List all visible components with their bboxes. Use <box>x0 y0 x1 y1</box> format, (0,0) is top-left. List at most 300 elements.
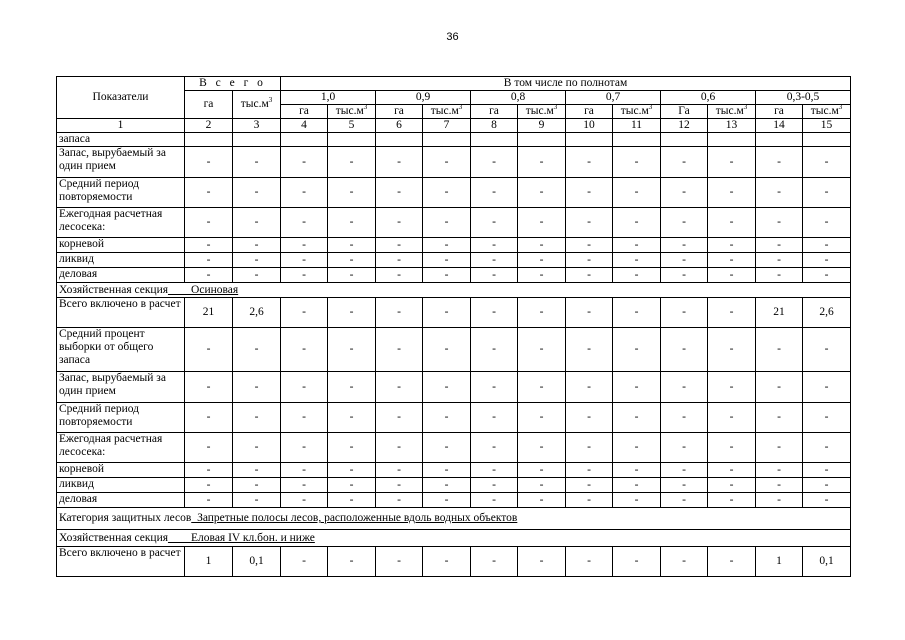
table-cell: - <box>803 372 851 403</box>
table-cell: - <box>566 463 613 478</box>
table-cell: - <box>803 208 851 238</box>
density-header: 0,7 <box>566 91 661 105</box>
table-cell: - <box>613 328 661 372</box>
table-cell: - <box>518 433 566 463</box>
table-cell: - <box>756 328 803 372</box>
table-cell: - <box>756 238 803 253</box>
table-cell <box>376 133 423 147</box>
table-cell: - <box>185 178 233 208</box>
section-row <box>57 530 851 547</box>
table-cell: - <box>281 238 328 253</box>
table-cell: - <box>328 268 376 283</box>
row-label: корневой <box>57 238 185 253</box>
table-cell: - <box>708 493 756 508</box>
table-cell: - <box>328 433 376 463</box>
table-cell: - <box>756 478 803 493</box>
table-cell: - <box>708 547 756 577</box>
table-cell: - <box>708 178 756 208</box>
table-cell: - <box>518 238 566 253</box>
table-cell: - <box>423 238 471 253</box>
column-number: 3 <box>233 119 281 133</box>
table-cell: 21 <box>756 298 803 328</box>
table-cell: - <box>708 403 756 433</box>
unit-vol-header: $тыс.м^3$ <box>328 105 376 119</box>
table-cell: - <box>471 268 518 283</box>
table-cell: - <box>423 478 471 493</box>
table-cell: - <box>661 178 708 208</box>
row-label: Запас, вырубаемый за один прием <box>57 147 185 178</box>
table-cell: - <box>803 178 851 208</box>
table-cell: - <box>233 463 281 478</box>
table-cell: - <box>233 433 281 463</box>
table-cell: - <box>376 547 423 577</box>
table-cell: - <box>281 493 328 508</box>
row-label: корневой <box>57 463 185 478</box>
table-cell: - <box>708 208 756 238</box>
column-number-row <box>57 119 851 133</box>
table-cell: - <box>756 433 803 463</box>
table-cell: - <box>281 268 328 283</box>
table-cell: - <box>803 463 851 478</box>
table-cell: - <box>185 238 233 253</box>
table-cell: 21 <box>185 298 233 328</box>
table-cell: - <box>328 328 376 372</box>
table-cell: - <box>803 493 851 508</box>
indicators-header: Показатели <box>57 77 185 119</box>
table-cell: - <box>471 253 518 268</box>
section-value: ____Еловая IV кл.бон. и ниже <box>168 531 315 544</box>
table-cell: - <box>328 547 376 577</box>
table-cell: 0,1 <box>803 547 851 577</box>
table-cell: - <box>233 372 281 403</box>
table-cell: - <box>233 238 281 253</box>
table-cell: - <box>566 433 613 463</box>
row-label: Средний период повторяемости <box>57 403 185 433</box>
table-cell: 0,1 <box>233 547 281 577</box>
table-cell: - <box>756 208 803 238</box>
table-row <box>57 493 851 508</box>
table-cell: - <box>708 328 756 372</box>
table-cell: - <box>281 253 328 268</box>
table-cell: - <box>376 178 423 208</box>
table-cell: - <box>756 403 803 433</box>
row-label: деловая <box>57 493 185 508</box>
table-cell: - <box>328 372 376 403</box>
table-cell: - <box>471 147 518 178</box>
column-number: 11 <box>613 119 661 133</box>
table-cell: - <box>613 238 661 253</box>
table-cell: - <box>376 208 423 238</box>
table-cell: - <box>708 463 756 478</box>
table-row <box>57 403 851 433</box>
table-cell: - <box>756 493 803 508</box>
table-cell: - <box>376 372 423 403</box>
table-cell: - <box>566 147 613 178</box>
density-header: 0,6 <box>661 91 756 105</box>
row-label: Средний процент выборки от общего запаса <box>57 328 185 372</box>
table-cell: - <box>281 463 328 478</box>
table-row <box>57 268 851 283</box>
row-label: Всего включено в расчет <box>57 298 185 328</box>
table-row <box>57 178 851 208</box>
table-cell <box>756 133 803 147</box>
section-prefix: Категория защитных лесов <box>59 512 192 524</box>
table-cell: - <box>471 493 518 508</box>
table-cell: - <box>613 433 661 463</box>
table-cell: - <box>708 147 756 178</box>
table-cell <box>185 133 233 147</box>
table-cell: - <box>708 372 756 403</box>
table-row <box>57 147 851 178</box>
unit-ha-header: га <box>566 105 613 119</box>
table-cell: - <box>423 147 471 178</box>
row-label: Ежегодная расчетная лесосека: <box>57 208 185 238</box>
table-cell: - <box>233 403 281 433</box>
table-cell: - <box>471 547 518 577</box>
table-cell: - <box>518 372 566 403</box>
table-row <box>57 208 851 238</box>
table-cell: - <box>708 238 756 253</box>
table-cell: - <box>376 403 423 433</box>
column-number: 7 <box>423 119 471 133</box>
table-cell: - <box>471 238 518 253</box>
table-cell: - <box>518 478 566 493</box>
unit-vol-header: $тыс.м^3$ <box>613 105 661 119</box>
section-row <box>57 283 851 298</box>
table-row <box>57 547 851 577</box>
unit-vol-header: $тыс.м^3$ <box>423 105 471 119</box>
unit-ha-header: га <box>376 105 423 119</box>
table-cell: - <box>566 372 613 403</box>
table-cell: - <box>281 547 328 577</box>
table-cell: - <box>423 372 471 403</box>
table-cell: - <box>661 478 708 493</box>
column-number: 10 <box>566 119 613 133</box>
table-cell: - <box>328 493 376 508</box>
total-ha-header: га <box>185 91 233 119</box>
total-vol-header: $тыс.м^3$ <box>233 91 281 119</box>
column-number: 8 <box>471 119 518 133</box>
table-cell: - <box>471 433 518 463</box>
table-cell: - <box>423 178 471 208</box>
table-row <box>57 133 851 147</box>
table-cell: - <box>281 328 328 372</box>
table-cell: - <box>185 372 233 403</box>
page-number: 36 <box>446 31 459 43</box>
table-cell: - <box>281 403 328 433</box>
table-cell: - <box>376 268 423 283</box>
table-cell: - <box>423 403 471 433</box>
section-title <box>57 530 851 547</box>
table-cell: - <box>185 478 233 493</box>
column-number: 4 <box>281 119 328 133</box>
table-cell: - <box>328 147 376 178</box>
table-cell: - <box>281 372 328 403</box>
column-number: 13 <box>708 119 756 133</box>
density-header: 0,8 <box>471 91 566 105</box>
table-row <box>57 372 851 403</box>
table-cell: - <box>756 372 803 403</box>
table-cell: - <box>661 433 708 463</box>
table-cell: - <box>328 208 376 238</box>
table-cell: - <box>281 147 328 178</box>
table-cell: - <box>708 478 756 493</box>
table-cell: - <box>185 403 233 433</box>
cutting-area-table <box>56 76 851 577</box>
table-cell <box>471 133 518 147</box>
table-cell: - <box>613 208 661 238</box>
table-cell: - <box>518 403 566 433</box>
section-row <box>57 508 851 530</box>
table-cell: - <box>803 147 851 178</box>
table-cell: - <box>328 253 376 268</box>
table-cell: - <box>518 298 566 328</box>
table-cell: - <box>756 463 803 478</box>
table-cell: - <box>233 208 281 238</box>
table-cell: - <box>803 328 851 372</box>
table-cell: - <box>423 433 471 463</box>
table-cell: - <box>518 208 566 238</box>
unit-vol-header: $тыс.м^3$ <box>518 105 566 119</box>
table-cell: - <box>423 253 471 268</box>
table-cell: - <box>233 178 281 208</box>
table-cell: - <box>185 268 233 283</box>
table-cell: - <box>328 238 376 253</box>
table-cell: - <box>328 403 376 433</box>
table-cell: - <box>185 433 233 463</box>
column-number: 15 <box>803 119 851 133</box>
table-cell: 2,6 <box>803 298 851 328</box>
table-cell: - <box>518 178 566 208</box>
table-cell: - <box>376 433 423 463</box>
table-cell: - <box>471 463 518 478</box>
table-cell: - <box>185 147 233 178</box>
table-cell: 2,6 <box>233 298 281 328</box>
table-cell: - <box>566 238 613 253</box>
table-cell: - <box>471 298 518 328</box>
table-cell: - <box>518 493 566 508</box>
table-row <box>57 328 851 372</box>
table-cell: - <box>233 147 281 178</box>
table-cell: - <box>281 208 328 238</box>
table-cell: 1 <box>756 547 803 577</box>
unit-ha-header: га <box>756 105 803 119</box>
table-cell: - <box>233 478 281 493</box>
total-header: В с е г о <box>185 77 281 91</box>
unit-ha-header: га <box>281 105 328 119</box>
table-cell: - <box>661 403 708 433</box>
table-cell: - <box>518 328 566 372</box>
table-cell <box>661 133 708 147</box>
table-cell: - <box>518 147 566 178</box>
table-cell: - <box>708 268 756 283</box>
row-label: деловая <box>57 268 185 283</box>
table-cell: - <box>613 463 661 478</box>
table-cell: - <box>471 372 518 403</box>
column-number: 9 <box>518 119 566 133</box>
table-cell: - <box>803 253 851 268</box>
row-label: Ежегодная расчетная лесосека: <box>57 433 185 463</box>
row-label: Запас, вырубаемый за один прием <box>57 372 185 403</box>
table-cell: - <box>233 328 281 372</box>
table-cell: - <box>376 298 423 328</box>
table-cell: - <box>756 268 803 283</box>
table-cell: - <box>376 238 423 253</box>
section-title <box>57 508 851 530</box>
column-number: 12 <box>661 119 708 133</box>
table-cell: - <box>281 478 328 493</box>
table-cell: - <box>613 547 661 577</box>
table-cell: - <box>423 547 471 577</box>
table-cell: - <box>566 178 613 208</box>
table-cell: - <box>423 268 471 283</box>
section-prefix: Хозяйственная секция <box>59 283 169 296</box>
table-cell: - <box>376 463 423 478</box>
row-label: Всего включено в расчет <box>57 547 185 577</box>
table-cell: - <box>566 253 613 268</box>
table-row <box>57 478 851 493</box>
table-cell: - <box>423 328 471 372</box>
table-cell: - <box>185 328 233 372</box>
table-cell: - <box>471 403 518 433</box>
column-number: 14 <box>756 119 803 133</box>
table-cell: - <box>708 253 756 268</box>
table-cell: - <box>281 178 328 208</box>
table-cell: - <box>566 328 613 372</box>
section-value: _Запретные полосы лесов, расположенные вдоль водных объектов <box>191 512 518 524</box>
table-cell: - <box>661 147 708 178</box>
table-cell: - <box>661 268 708 283</box>
table-cell: - <box>471 478 518 493</box>
table-cell: - <box>803 433 851 463</box>
table-cell: - <box>708 433 756 463</box>
table-row <box>57 433 851 463</box>
column-number: 5 <box>328 119 376 133</box>
table-cell: - <box>613 493 661 508</box>
row-label: ликвид <box>57 253 185 268</box>
unit-ha-header: га <box>471 105 518 119</box>
table-cell: - <box>566 403 613 433</box>
table-cell: - <box>518 463 566 478</box>
table-cell: - <box>566 268 613 283</box>
including-header: В том числе по полнотам <box>281 77 851 91</box>
table-row <box>57 238 851 253</box>
table-cell: - <box>661 547 708 577</box>
table-cell: - <box>185 463 233 478</box>
section-prefix: Хозяйственная секция <box>59 531 169 544</box>
table-row <box>57 253 851 268</box>
table-cell: - <box>566 478 613 493</box>
table-cell: - <box>566 547 613 577</box>
table-cell: - <box>661 208 708 238</box>
table-cell: - <box>613 403 661 433</box>
unit-ha-header: Га <box>661 105 708 119</box>
table-cell: - <box>233 268 281 283</box>
table-cell: - <box>613 372 661 403</box>
table-cell: - <box>661 328 708 372</box>
table-cell: - <box>518 253 566 268</box>
table-cell <box>803 133 851 147</box>
table-cell: - <box>185 493 233 508</box>
density-header: 1,0 <box>281 91 376 105</box>
table-cell: - <box>661 238 708 253</box>
table-cell: - <box>756 147 803 178</box>
table-cell: - <box>328 298 376 328</box>
table-cell: - <box>281 298 328 328</box>
table-cell <box>233 133 281 147</box>
table-cell: - <box>566 208 613 238</box>
table-cell: - <box>661 253 708 268</box>
table-cell: - <box>328 478 376 493</box>
table-cell: - <box>185 208 233 238</box>
table-cell <box>708 133 756 147</box>
table-cell <box>566 133 613 147</box>
table-cell: - <box>471 328 518 372</box>
section-value: ____Осиновая <box>168 283 239 296</box>
table-cell <box>518 133 566 147</box>
table-cell: - <box>613 268 661 283</box>
column-number: 6 <box>376 119 423 133</box>
table-cell: - <box>233 253 281 268</box>
table-cell: - <box>471 178 518 208</box>
table-cell: - <box>661 463 708 478</box>
table-cell: 1 <box>185 547 233 577</box>
table-cell: - <box>376 147 423 178</box>
table-cell: - <box>233 493 281 508</box>
table-cell: - <box>328 178 376 208</box>
table-cell: - <box>376 253 423 268</box>
table-cell: - <box>376 493 423 508</box>
row-label: Средний период повторяемости <box>57 178 185 208</box>
table-cell: - <box>613 298 661 328</box>
table-row <box>57 463 851 478</box>
table-cell <box>423 133 471 147</box>
table-cell: - <box>613 178 661 208</box>
column-number: 2 <box>185 119 233 133</box>
table-cell: - <box>613 253 661 268</box>
table-cell: - <box>661 298 708 328</box>
section-title <box>57 283 851 298</box>
table-cell: - <box>613 478 661 493</box>
table-cell: - <box>566 493 613 508</box>
table-cell: - <box>661 493 708 508</box>
table-cell: - <box>803 403 851 433</box>
table-cell: - <box>423 298 471 328</box>
unit-vol-header: $тыс.м^3$ <box>708 105 756 119</box>
table-header <box>57 77 851 133</box>
table-cell: - <box>756 253 803 268</box>
unit-vol-header: $тыс.м^3$ <box>803 105 851 119</box>
table-cell: - <box>661 372 708 403</box>
table-cell: - <box>756 178 803 208</box>
table-cell: - <box>803 478 851 493</box>
table-cell: - <box>328 463 376 478</box>
table-cell: - <box>423 493 471 508</box>
table-cell: - <box>708 298 756 328</box>
table-body <box>57 133 851 577</box>
table-row <box>57 298 851 328</box>
table-cell: - <box>376 478 423 493</box>
table-cell: - <box>803 238 851 253</box>
table-cell: - <box>185 253 233 268</box>
column-number: 1 <box>57 119 185 133</box>
table-cell <box>328 133 376 147</box>
row-label: запаса <box>57 133 185 147</box>
density-header: 0,9 <box>376 91 471 105</box>
table-cell <box>281 133 328 147</box>
row-label: ликвид <box>57 478 185 493</box>
density-header: 0,3-0,5 <box>756 91 851 105</box>
